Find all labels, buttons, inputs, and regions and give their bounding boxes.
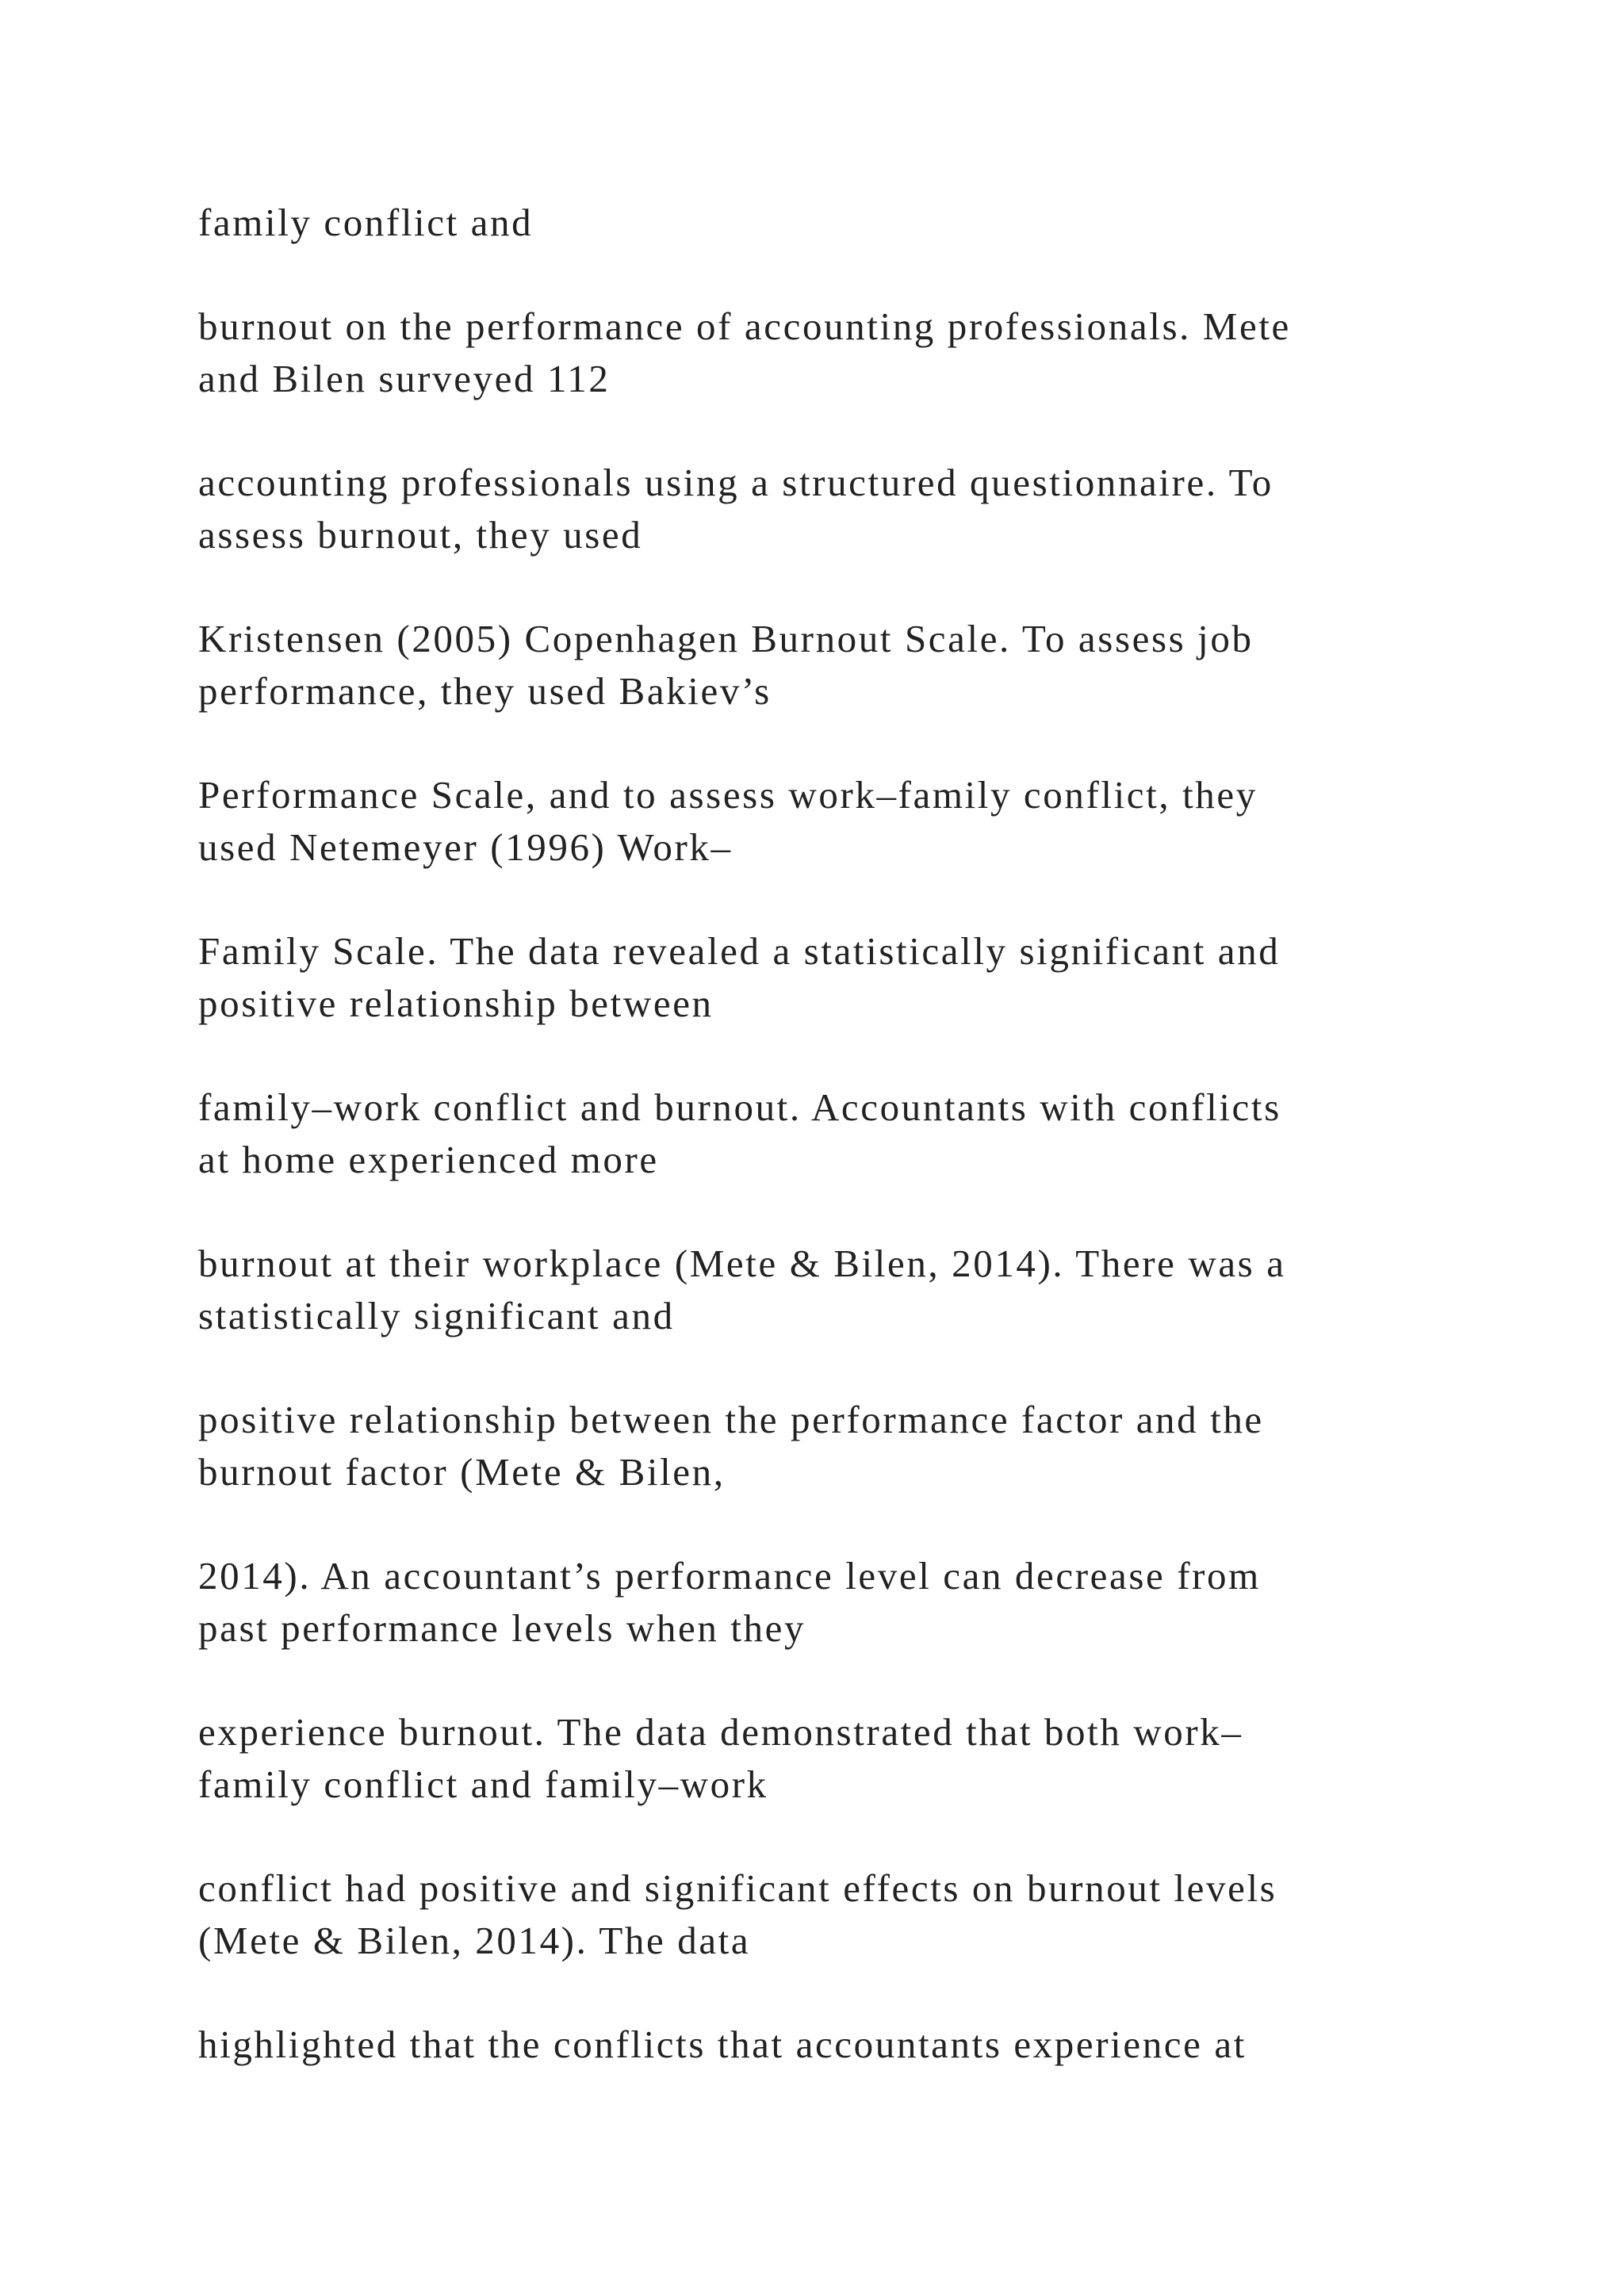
text-line: family conflict and [198,201,534,244]
text-line: experience burnout. The data demonstrated that both work– [198,1710,1243,1754]
paragraph-13 [198,2019,1435,2071]
text-line: conflict had positive and significant effects on burnout levels [198,1866,1277,1910]
text-line: and Bilen surveyed 112 [198,357,611,400]
paragraph-4 [198,613,1435,718]
text-line: statistically significant and [198,1294,675,1337]
text-line: assess burnout, they used [198,513,643,557]
paragraph-10 [198,1550,1435,1655]
paragraph-5 [198,769,1435,874]
paragraph-12 [198,1862,1435,1967]
paragraph-11 [198,1706,1435,1811]
paragraph-6 [198,925,1435,1030]
text-line: at home experienced more [198,1138,659,1181]
text-line: burnout factor (Mete & Bilen, [198,1450,726,1494]
text-line: Kristensen (2005) Copenhagen Burnout Scale. To assess job [198,617,1254,660]
text-line: family conflict and family–work [198,1762,768,1806]
text-line: family–work conflict and burnout. Accountants with conflicts [198,1085,1281,1129]
paragraph-7 [198,1081,1435,1186]
text-line: positive relationship between [198,982,714,1025]
paragraph-9 [198,1394,1435,1498]
paragraph-3 [198,457,1435,561]
paragraph-2 [198,300,1435,405]
text-line: used Netemeyer (1996) Work– [198,825,733,869]
text-line: (Mete & Bilen, 2014). The data [198,1919,751,1962]
text-line: positive relationship between the performance factor and the [198,1398,1264,1441]
text-line: Family Scale. The data revealed a statistically significant and [198,929,1281,973]
text-line: performance, they used Bakiev’s [198,669,772,713]
body-text [198,197,1435,2122]
paragraph-1 [198,197,1435,249]
text-line: burnout on the performance of accounting professionals. Mete [198,304,1291,348]
text-line: past performance levels when they [198,1606,806,1650]
text-line: 2014). An accountant’s performance level can decrease from [198,1554,1261,1598]
text-line: Performance Scale, and to assess work–family conflict, they [198,773,1258,817]
paragraph-8 [198,1238,1435,1342]
text-line: highlighted that the conflicts that accountants experience at [198,2022,1247,2066]
text-line: accounting professionals using a structured questionnaire. To [198,461,1274,504]
text-line: burnout at their workplace (Mete & Bilen, 2014). There was a [198,1242,1286,1285]
